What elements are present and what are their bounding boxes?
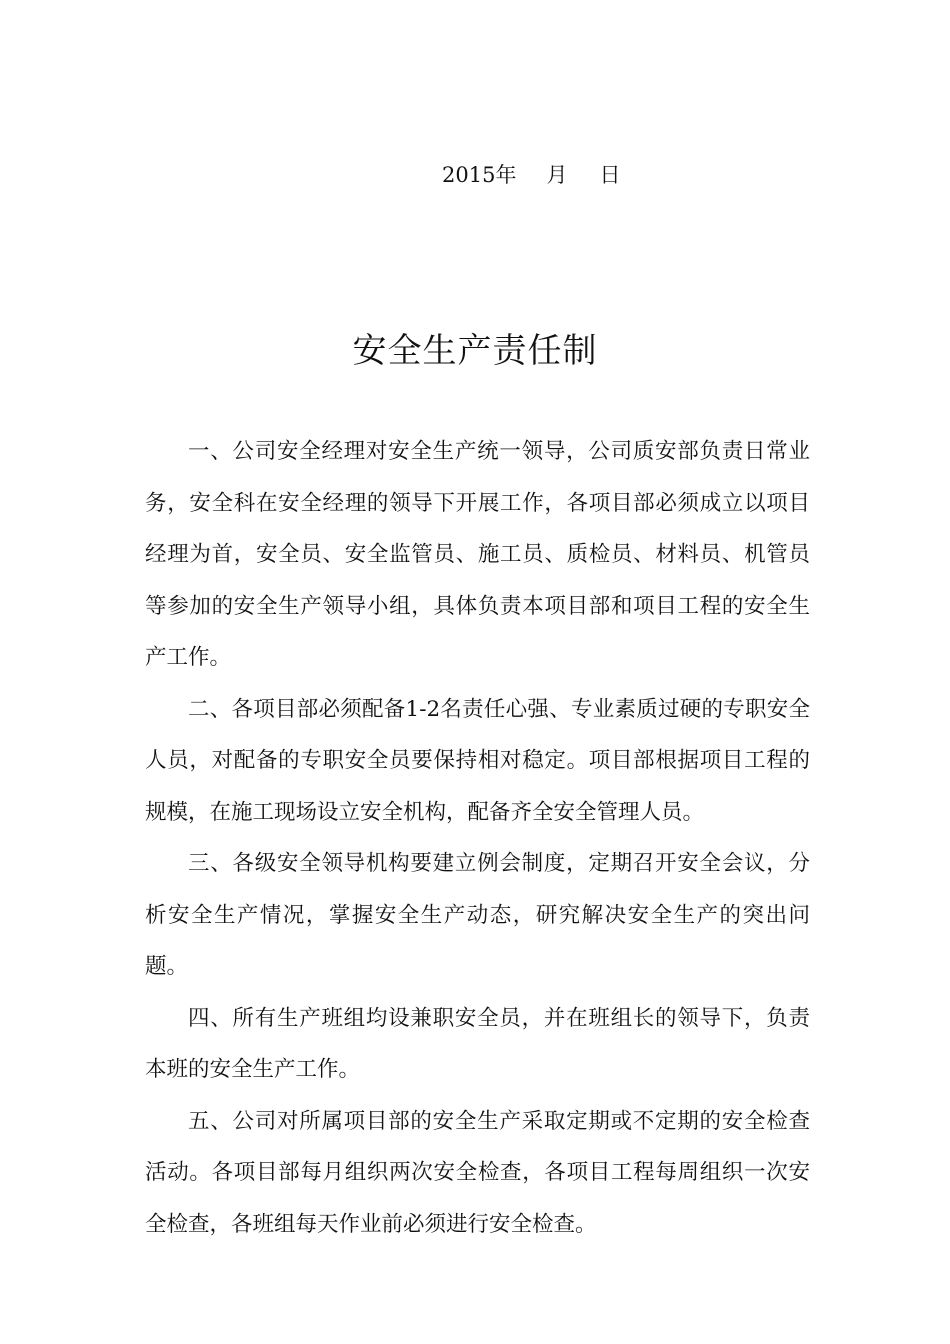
document-body — [145, 426, 810, 1250]
paragraph-4: 四、所有生产班组均设兼职安全员，并在班组长的领导下，负责本班的安全生产工作。 — [145, 1005, 810, 1082]
date-day: 日 — [599, 163, 621, 187]
date-month: 月 — [546, 163, 568, 187]
paragraph-1: 一、公司安全经理对安全生产统一领导，公司质安部负责日常业务，安全科在安全经理的领导下开展工作，各项目部必须成立以项目经理为首，安全员、安全监管员、施工员、质检员、材料员、机管员等参加的安全生产领导小组，具体负责本项目部和项目工程的安全生产工作。 — [145, 439, 810, 670]
paragraph-3: 三、各级安全领导机构要建立例会制度，定期召开安全会议，分析安全生产情况，掌握安全生产动态，研究解决安全生产的突出问题。 — [145, 851, 810, 979]
signature-date — [442, 160, 620, 190]
document-title: 安全生产责任制 — [352, 331, 598, 371]
paragraph-2: 二、各项目部必须配备1-2名责任心强、专业素质过硬的专职安全人员，对配备的专职安全员要保持相对稳定。项目部根据项目工程的规模，在施工现场设立安全机构，配备齐全安全管理人员。 — [145, 696, 810, 825]
paragraph-5: 五、公司对所属项目部的安全生产采取定期或不定期的安全检查活动。各项目部每月组织两次安全检查，各项目工程每周组织一次安全检查，各班组每天作业前必须进行安全检查。 — [145, 1108, 810, 1237]
date-year: 2015年 — [442, 163, 517, 187]
